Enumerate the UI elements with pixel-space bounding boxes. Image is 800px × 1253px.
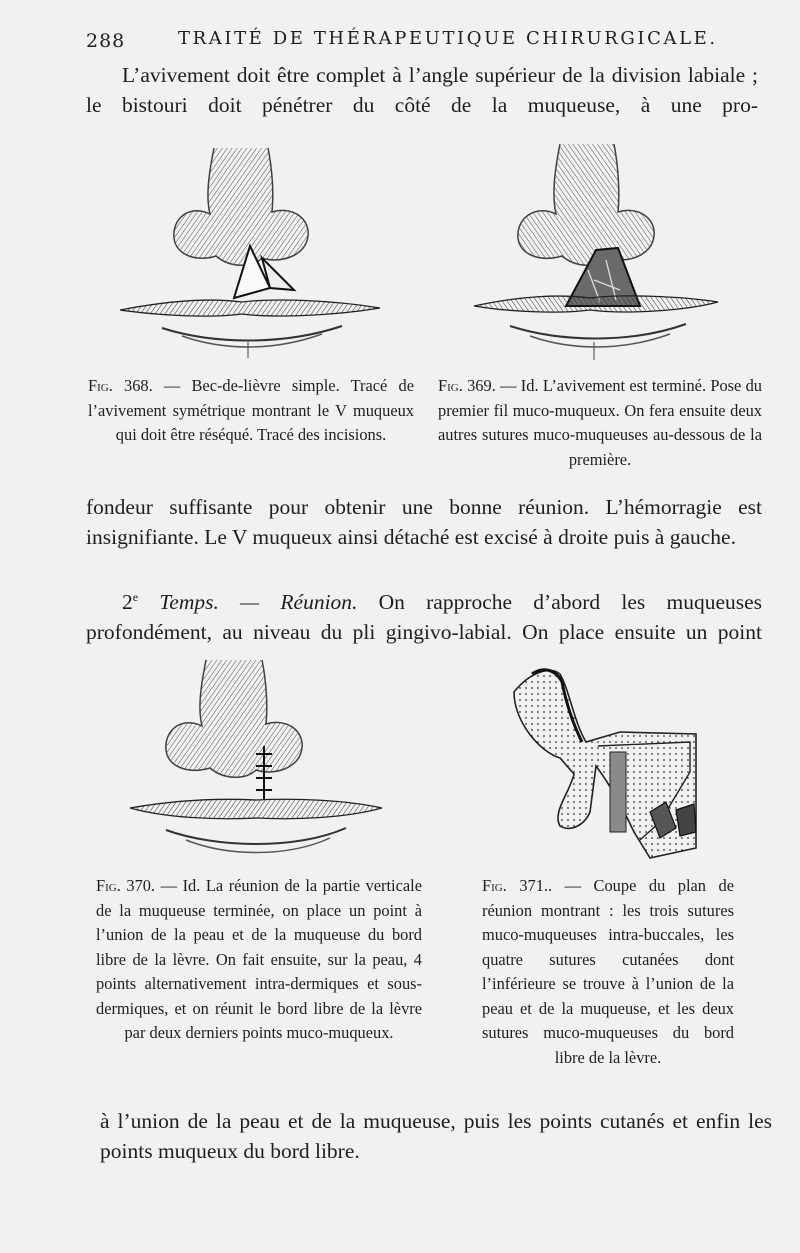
caption-text: — Id. La réunion de la partie verticale de la muqueuse terminée, on place un point à l’union de la peau et de la muqueuse du bord libre de la lèvre. On fait ensuite, sur la peau, 4 points alternativement intra-dermiques et sous-dermiques, et on réunit le bord libre de la lèvre par deux derniers points muco-muqueux. bbox=[96, 876, 422, 1042]
caption-text: — Bec-de-lièvre simple. Tracé de l’avivement symétrique montrant le V muqueux qui doit être réséqué. Tracé des incisions. bbox=[88, 376, 414, 444]
caption-fig-368 bbox=[88, 374, 414, 448]
caption-label: Fig. 371. bbox=[482, 876, 549, 895]
caption-fig-370 bbox=[96, 874, 422, 1046]
paragraph-1: L’avivement doit être complet à l’angle supérieur de la division labiale ; le bistouri doit pénétrer du côté de la muqueuse, à une pro- bbox=[86, 63, 758, 117]
caption-fig-369 bbox=[438, 374, 762, 472]
caption-text: — Id. L’avivement est terminé. Pose du premier fil muco-muqueux. On fera ensuite deux autres sutures muco-muqueuses au-dessous de la première. bbox=[438, 376, 762, 469]
running-title: TRAITÉ DE THÉRAPEUTIQUE CHIRURGICALE. bbox=[178, 28, 718, 49]
figure-369-illustration bbox=[470, 130, 722, 366]
temps-heading: Temps. — Réunion. bbox=[159, 590, 358, 615]
paragraph-2: fondeur suffisante pour obtenir une bonne réunion. L’hémorragie est insignifiante. Le V muqueux ainsi détaché est excisé à droite puis à gauche. bbox=[86, 495, 762, 549]
page-header bbox=[0, 26, 800, 54]
caption-label: Fig. 370. bbox=[96, 876, 156, 895]
paragraph-3-text: On rapproche d’abord les muqueuses profondément, au niveau du pli gingivo-labial. On place ensuite un point bbox=[86, 590, 763, 645]
caption-label: Fig. 368. bbox=[88, 376, 153, 395]
figure-370-illustration bbox=[126, 650, 386, 862]
figure-368-illustration bbox=[112, 138, 390, 366]
paragraph-4: à l’union de la peau et de la muqueuse, puis les points cutanés et enfin les points muqueux du bord libre. bbox=[100, 1109, 772, 1163]
caption-label: Fig. 369. bbox=[438, 376, 496, 395]
temps-number: 2 bbox=[122, 590, 133, 615]
temps-superscript: e bbox=[132, 590, 139, 604]
caption-fig-371 bbox=[482, 874, 734, 1070]
page-number: 288 bbox=[86, 30, 126, 52]
figure-371-illustration bbox=[500, 662, 704, 862]
caption-text: . — Coupe du plan de réunion montrant : les trois sutures muco-muqueuses intra-buccales, les quatre sutures cutanées dont l’inférieure se trouve à l’union de la peau et de la muqueuse, et les deux sutures muco-muqueuses du bord libre de la lèvre. bbox=[482, 876, 734, 1067]
